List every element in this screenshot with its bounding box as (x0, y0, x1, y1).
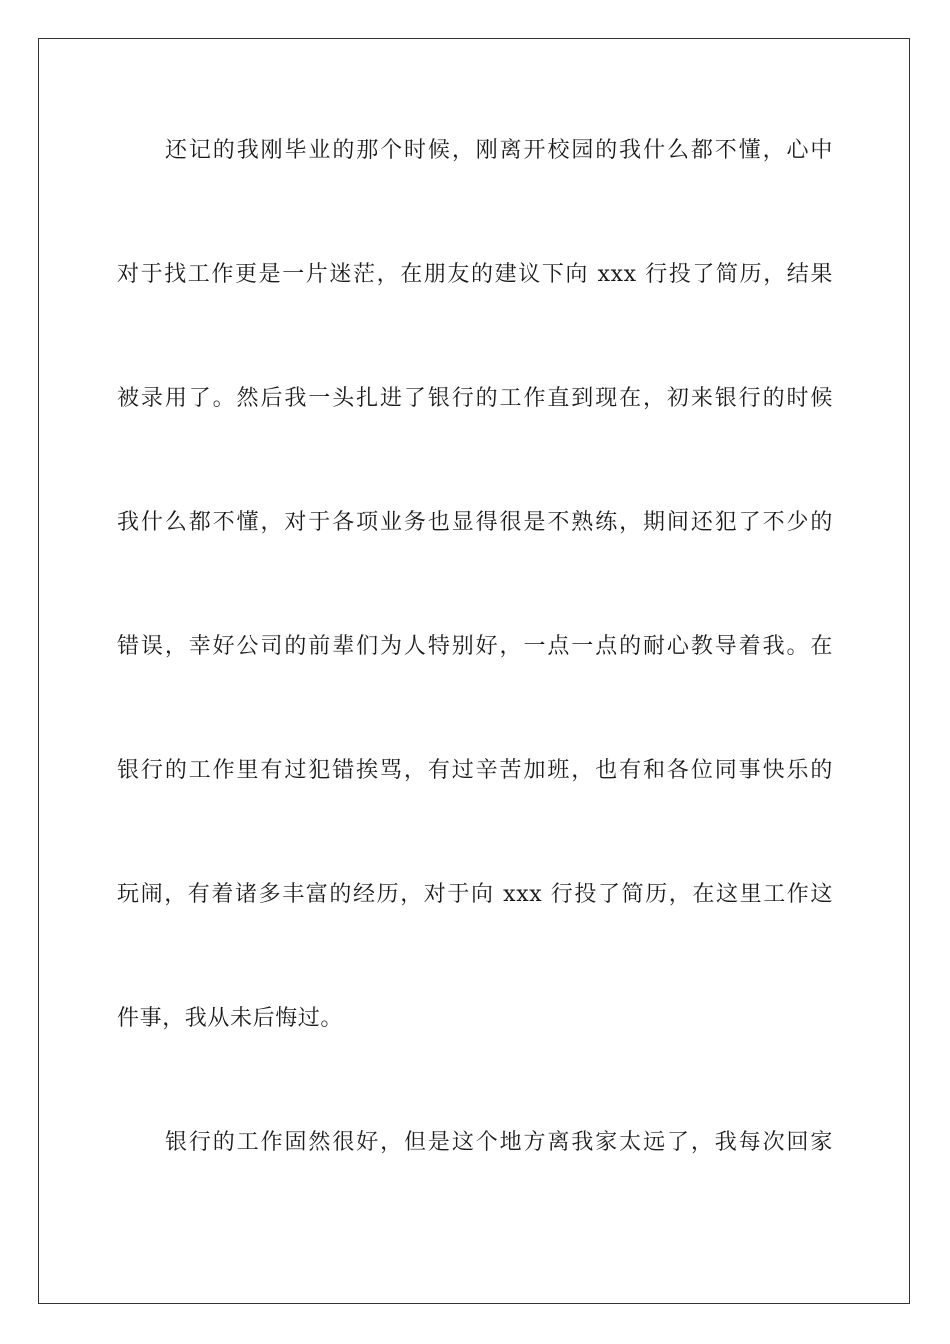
paragraph-1-line-5: 错误，幸好公司的前辈们为人特别好，一点一点的耐心教导着我。在 (117, 634, 833, 659)
paragraph-2-line-1: 银行的工作固然很好，但是这个地方离我家太远了，我每次回家 (165, 1130, 833, 1155)
paragraph-1-line-3: 被录用了。然后我一头扎进了银行的工作直到现在，初来银行的时候 (117, 386, 833, 411)
paragraph-1-line-8: 件事，我从未后悔过。 (117, 1006, 344, 1031)
paragraph-1-line-4: 我什么都不懂，对于各项业务也显得很是不熟练，期间还犯了不少的 (117, 510, 833, 535)
paragraph-1-line-1: 还记的我刚毕业的那个时候，刚离开校园的我什么都不懂，心中 (165, 138, 833, 163)
paragraph-1-line-7: 玩闹，有着诸多丰富的经历，对于向 xxx 行投了简历，在这里工作这 (117, 882, 833, 907)
page-border (38, 38, 910, 1304)
paragraph-1-line-6: 银行的工作里有过犯错挨骂，有过辛苦加班，也有和各位同事快乐的 (117, 758, 833, 783)
paragraph-1-line-2: 对于找工作更是一片迷茫，在朋友的建议下向 xxx 行投了简历，结果 (117, 262, 833, 287)
